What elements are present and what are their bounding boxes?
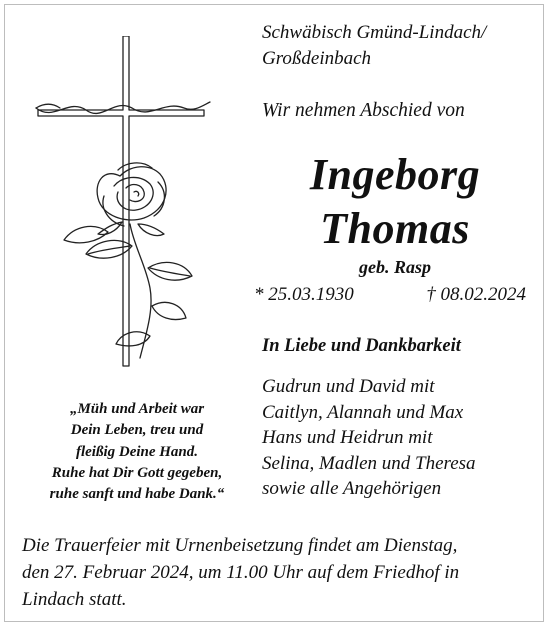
funeral-service-info [22, 532, 532, 613]
mourner-line: Gudrun und David mit [262, 376, 435, 397]
deceased-name [262, 148, 528, 256]
verse-line: ruhe sanft und habe Dank.“ [49, 486, 225, 503]
first-name: Ingeborg [309, 150, 481, 199]
location [262, 20, 532, 72]
verse-line: fleißig Deine Hand. [75, 443, 199, 460]
verse-line: Ruhe hat Dir Gott gegeben, [51, 464, 223, 481]
birth-date: * 25.03.1930 [254, 284, 354, 305]
service-line: Die Trauerfeier mit Urnenbeisetzung findet am Dienstag, [22, 535, 458, 556]
location-line-2: Großdeinbach [262, 48, 372, 69]
last-name: Thomas [320, 204, 470, 253]
location-line-1: Schwäbisch Gmünd-Lindach/ [262, 22, 487, 43]
verse-line: „Müh und Arbeit war [69, 401, 205, 417]
service-line: Lindach statt. [22, 589, 127, 610]
service-line: den 27. Februar 2024, um 11.00 Uhr auf dem Friedhof in [22, 562, 460, 583]
memorial-verse [22, 399, 252, 505]
cross-with-rose-icon [34, 36, 214, 376]
mourner-line: sowie alle Angehörigen [262, 478, 442, 499]
mourner-line: Hans und Heidrun mit [262, 427, 433, 448]
mourner-line: Selina, Madlen und Theresa [262, 452, 476, 474]
verse-line: Dein Leben, treu und [70, 422, 204, 439]
mourners-list [262, 374, 532, 502]
intro-text: Wir nehmen Abschied von [262, 100, 465, 121]
gratitude-line: In Liebe und Dankbarkeit [262, 336, 461, 356]
death-date: † 08.02.2024 [426, 284, 526, 305]
birth-name: geb. Rasp [359, 257, 431, 277]
mourner-line: Caitlyn, Alannah und Max [262, 401, 464, 423]
